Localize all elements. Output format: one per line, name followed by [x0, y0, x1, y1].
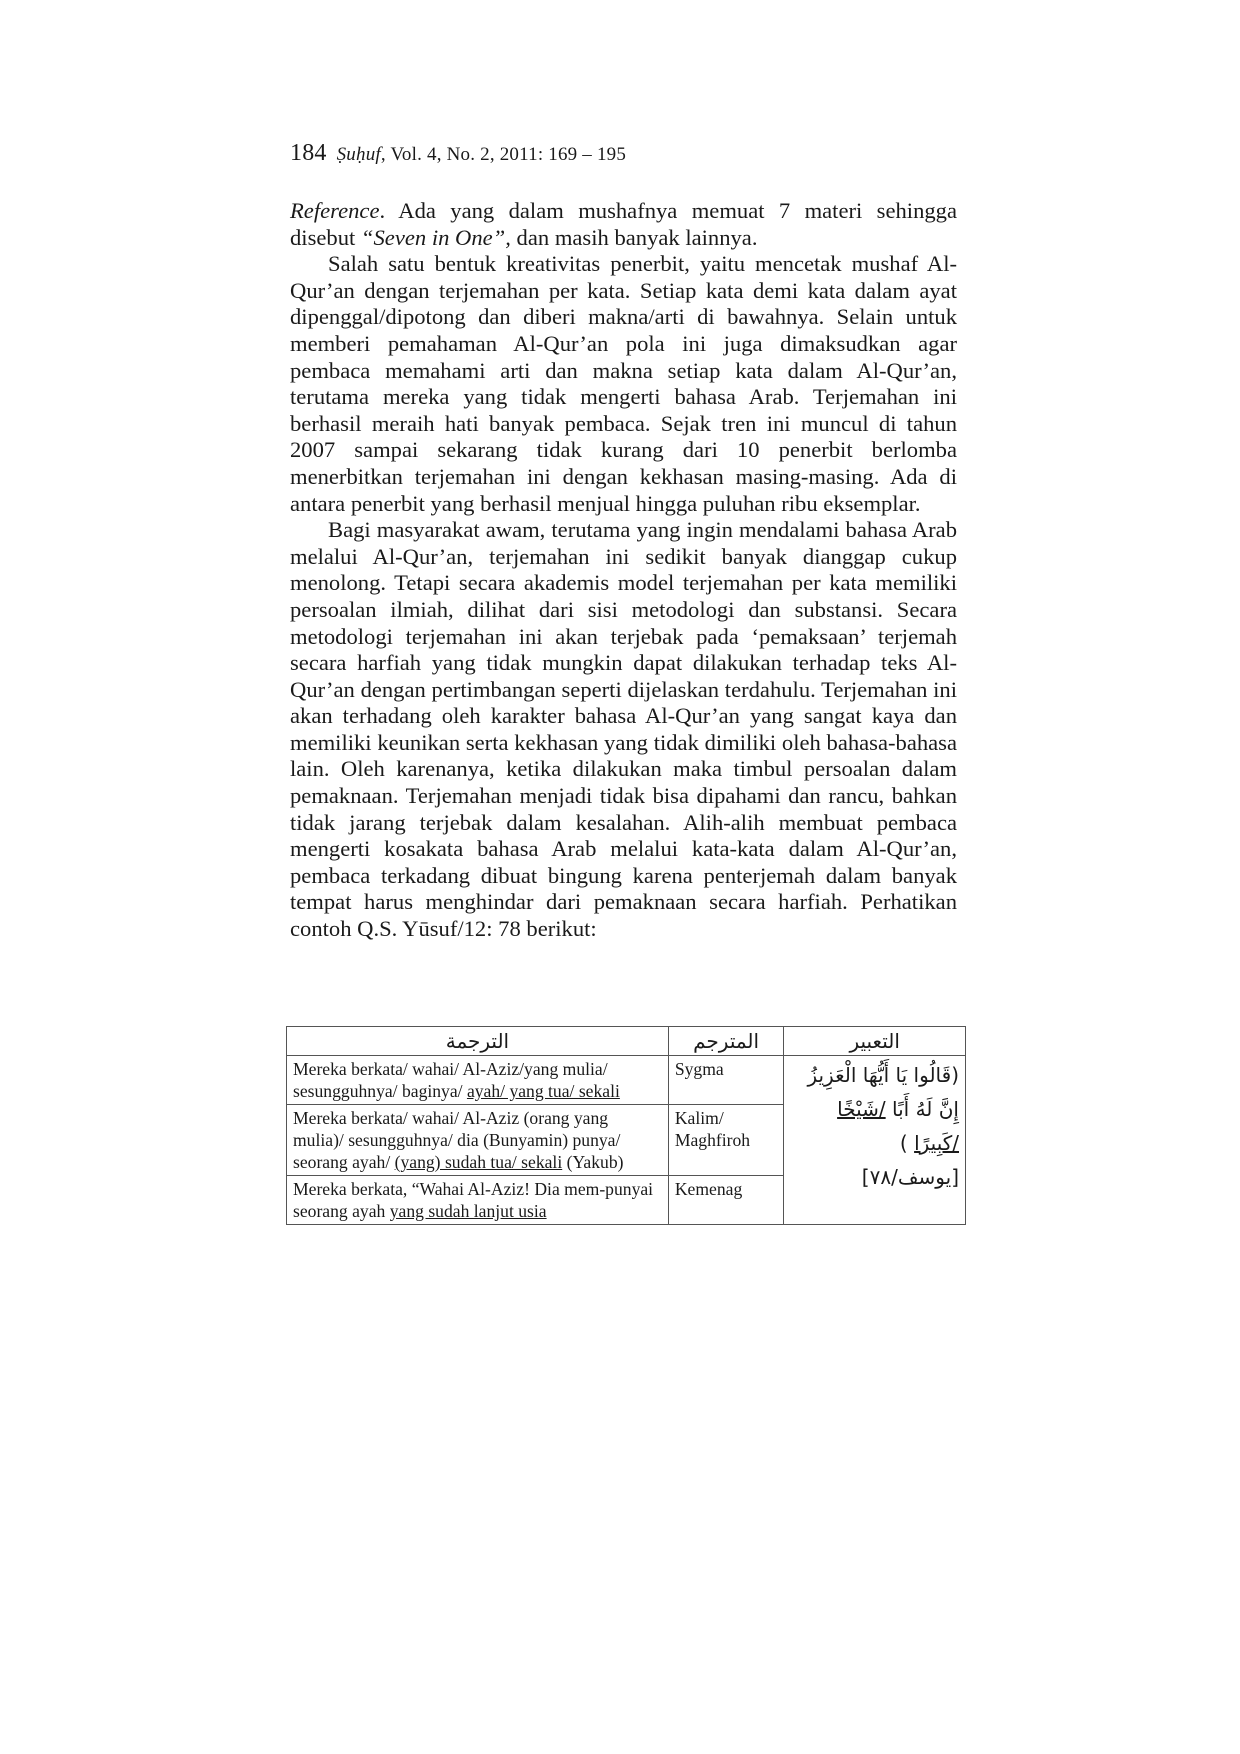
paragraph-1-text-a: . Ada yang dalam mushafnya memuat 7 materi sehingga disebut: [290, 198, 957, 250]
arabic-line-2-plain: إِنَّ لَهُ أَبًا: [885, 1097, 959, 1121]
arabic-verse-reference: [يوسف/٧٨]: [861, 1165, 959, 1189]
header-translator: المترجم: [668, 1027, 784, 1056]
italic-quote: “Seven in One”,: [360, 224, 511, 250]
translation-underlined: yang sudah lanjut usia: [389, 1201, 547, 1221]
arabic-line-3-plain: ): [899, 1131, 915, 1155]
header-translation: الترجمة: [287, 1027, 669, 1056]
translation-text: Mereka berkata/ wahai/ Al-Aziz (orang yang mulia)/ sesungguhnya/ dia (Bunyamin) punya/ seorang ayah/: [293, 1108, 621, 1172]
article-body: [290, 198, 957, 943]
italic-term: Reference: [290, 198, 380, 223]
table-header-row: [287, 1027, 966, 1056]
journal-citation: , Vol. 4, No. 2, 2011: 169 – 195: [380, 144, 627, 165]
publisher-cell: Sygma: [668, 1056, 784, 1105]
arabic-line-2: [790, 1092, 959, 1126]
paragraph-2: Salah satu bentuk kreativitas penerbit, yaitu mencetak mushaf Al-Qur’an dengan terjemahan per kata. Setiap kata demi kata dalam ayat dipenggal/dipotong dan diberi makna/arti di bawahnya. Selain untuk memberi pemahaman Al-Qur’an pola ini juga dimaksudkan agar pembaca memahami arti dan makna setiap kata dalam Al-Qur’an, terutama mereka yang tidak mengerti bahasa Arab. Terjemahan ini berhasil meraih hati banyak pembaca. Sejak tren ini muncul di tahun 2007 sampai sekarang tidak kurang dari 10 penerbit berlomba menerbitkan terjemahan ini dengan kekhasan masing-masing. Ada di antara penerbit yang berhasil menjual hingga puluhan ribu eksemplar.: [290, 251, 957, 516]
translation-comparison-table: [286, 1026, 966, 1225]
paragraph-1-text-b: dan masih banyak lainnya.: [510, 224, 758, 250]
translation-cell: [287, 1105, 669, 1176]
arabic-line-2-underlined: /شَيْخًا: [837, 1097, 886, 1121]
paragraph-1: [290, 198, 957, 251]
publisher-cell: Kemenag: [668, 1176, 784, 1225]
table-row: [287, 1056, 966, 1105]
translation-after: (Yakub): [562, 1152, 624, 1172]
running-header: [290, 140, 626, 167]
paragraph-3: Bagi masyarakat awam, terutama yang ingin mendalami bahasa Arab melalui Al-Qur’an, terjemahan ini sedikit banyak dianggap cukup menolong. Tetapi secara akademis model terjemahan per kata memiliki persoalan ilmiah, dilihat dari sisi metodologi dan substansi. Secara metodologi terjemahan ini akan terjebak pada ‘pemaksaan’ terjemah secara harfiah yang tidak mungkin dapat dilakukan terhadap teks Al-Qur’an dengan pertimbangan seperti dijelaskan terdahulu. Terjemahan ini akan terhadang oleh karakter bahasa Al-Qur’an yang sangat kaya dan memiliki keunikan serta kekhasan yang tidak dimiliki oleh bahasa-bahasa lain. Oleh karenanya, ketika dilakukan maka timbul persoalan dalam pemaknaan. Terjemahan menjadi tidak bisa dipahami dan rancu, bahkan tidak jarang terjebak dalam kesalahan. Alih-alih membuat pembaca mengerti kosakata bahasa Arab melalui kata-kata dalam Al-Qur’an, pembaca terkadang dibuat bingung karena penterjemah dalam banyak tempat harus menghindar dari pemaknaan secara harfiah. Perhatikan contoh Q.S. Yūsuf/12: 78 berikut:: [290, 517, 957, 942]
translation-cell: [287, 1176, 669, 1225]
translation-underlined: ayah/ yang tua/ sekali: [466, 1081, 620, 1101]
arabic-line-1: (قَالُوا يَا أَيُّهَا الْعَزِيزُ: [807, 1063, 959, 1087]
arabic-line-3-underlined: /كَبِيرًا: [914, 1131, 959, 1155]
publisher-cell: Kalim/ Maghfiroh: [668, 1105, 784, 1176]
arabic-verse-cell: [784, 1056, 966, 1225]
header-expression: التعبير: [784, 1027, 966, 1056]
translation-underlined: (yang) sudah tua/ sekali: [394, 1152, 563, 1172]
journal-title: Ṣuḥuf: [336, 144, 381, 165]
arabic-line-3: [790, 1126, 959, 1160]
translation-text: Mereka berkata, “Wahai Al-Aziz! Dia mem-punyai seorang ayah: [293, 1179, 654, 1221]
translation-cell: [287, 1056, 669, 1105]
translation-text: Mereka berkata/ wahai/ Al-Aziz/yang mulia/ sesungguhnya/ baginya/: [293, 1059, 608, 1101]
page-number: 184: [290, 140, 327, 166]
